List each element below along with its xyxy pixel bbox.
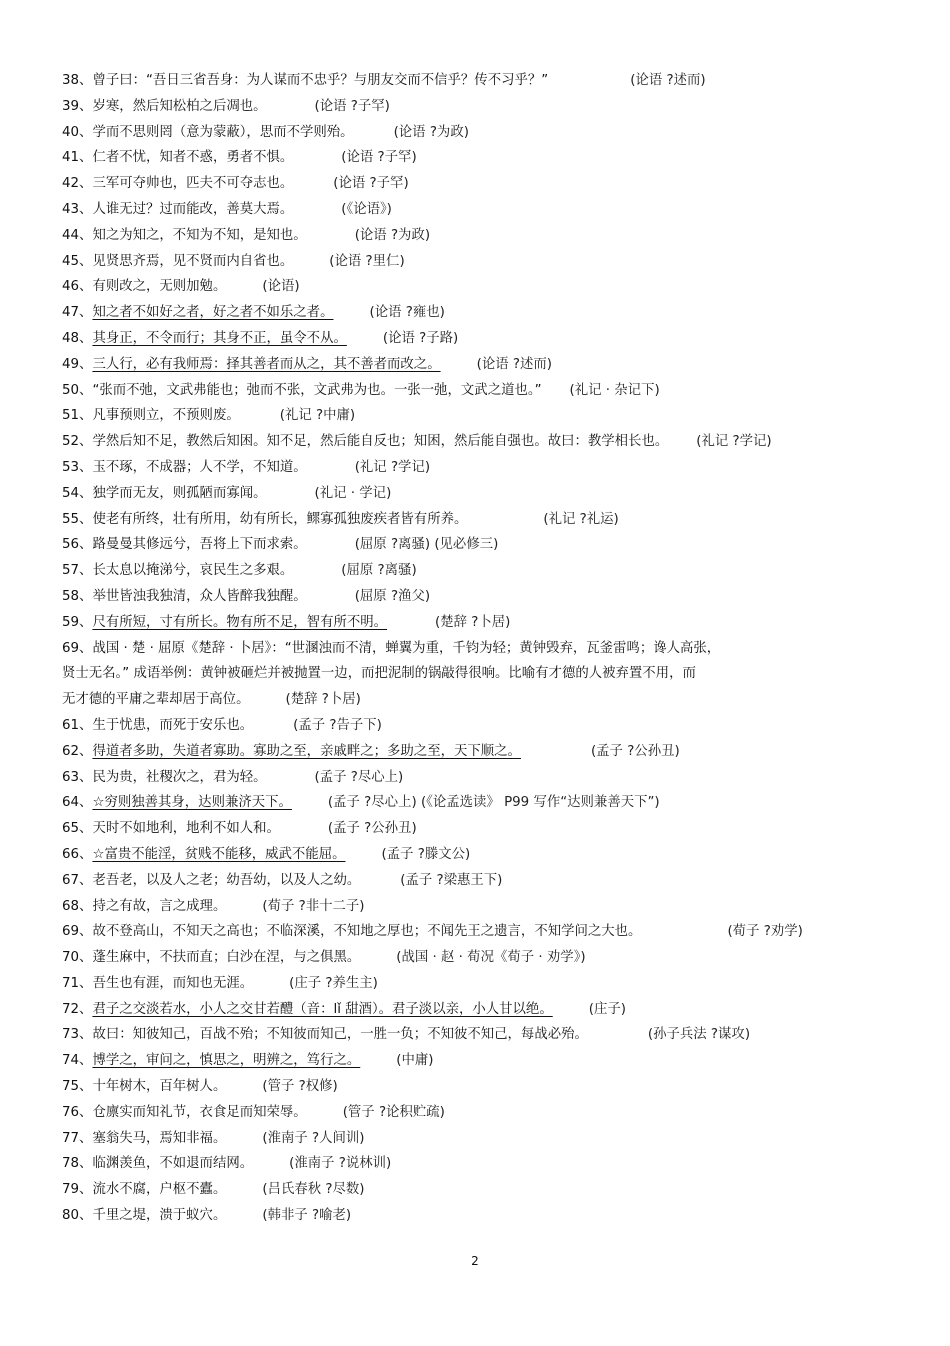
- list-item: [62, 790, 892, 816]
- quote-source: (孟子 ?尽心上) (《论孟选读》 P99 写作“达则兼善天下”): [327, 795, 660, 811]
- quote-text: 使老有所终，壮有所用，幼有所长，鳏寡孤独废疾者皆有所养。: [92, 511, 468, 527]
- quote-text: 学然后知不足，教然后知困。知不足，然后能自反也；知困，然后能自强也。故曰：教学相长也。: [92, 434, 669, 450]
- list-item: [62, 352, 892, 378]
- list-item: [62, 94, 892, 120]
- quote-source: (礼记 ?学记): [696, 434, 772, 450]
- item-number: 80、: [62, 1208, 93, 1224]
- item-number: 67、: [62, 872, 93, 888]
- item-number: 73、: [62, 1027, 93, 1043]
- quote-source: (战国 · 赵 · 荀况《荀子 · 劝学》): [396, 950, 586, 966]
- list-item: [62, 1177, 892, 1203]
- item-number: 42、: [62, 176, 93, 192]
- item-number: 63、: [62, 769, 93, 785]
- list-item: [62, 971, 892, 997]
- quote-source: (屈原 ?离骚): [341, 563, 417, 579]
- list-item: [62, 403, 892, 429]
- quote-text: 临渊羡鱼，不如退而结网。: [92, 1156, 254, 1172]
- quote-text: 战国 · 楚 · 屈原《楚辞 · 卜居》：“世溷浊而不清，蝉翼为重，千钧为轻；黄钟毁弃，瓦釜雷鸣；谗人高张，: [92, 640, 721, 656]
- list-item: [62, 1203, 892, 1229]
- item-number: 78、: [62, 1156, 93, 1172]
- quote-text: 博学之，审问之，慎思之，明辨之，笃行之。: [92, 1053, 361, 1069]
- list-item: [62, 429, 892, 455]
- quote-text: 千里之堤，溃于蚁穴。: [92, 1208, 227, 1224]
- list-item: [62, 894, 892, 920]
- list-item: [62, 713, 892, 739]
- quote-source: (论语 ?里仁): [329, 253, 405, 269]
- item-number: 58、: [62, 588, 93, 604]
- list-item: [62, 171, 892, 197]
- quote-source: (孟子 ?滕文公): [381, 846, 471, 862]
- list-item: [62, 739, 892, 765]
- list-item: [62, 945, 892, 971]
- quote-text: 知之为知之，不知为不知，是知也。: [92, 227, 307, 243]
- item-number: 47、: [62, 305, 93, 321]
- quote-text: 吾生也有涯，而知也无涯。: [92, 975, 254, 991]
- quote-source: (礼记 ?礼运): [543, 511, 619, 527]
- item-number: 75、: [62, 1079, 93, 1095]
- list-item: [62, 481, 892, 507]
- quote-text: 持之有故，言之成理。: [92, 898, 227, 914]
- quote-source: (论语 ?子罕): [314, 98, 390, 114]
- quote-source: (淮南子 ?人间训): [262, 1130, 365, 1146]
- list-item: [62, 1022, 892, 1048]
- quote-text: 三人行，必有我师焉：择其善者而从之，其不善者而改之。: [92, 356, 441, 372]
- quote-text: 仁者不忧，知者不惑，勇者不惧。: [92, 150, 294, 166]
- quote-source: (孟子 ?公孙丑): [327, 821, 417, 837]
- quote-source: (礼记 ?学记): [354, 459, 431, 475]
- item-number: 76、: [62, 1104, 93, 1120]
- item-number: 52、: [62, 434, 93, 450]
- quote-text: 路曼曼其修远兮，吾将上下而求索。: [92, 537, 307, 553]
- item-number: 54、: [62, 485, 93, 501]
- quote-text: 其身正，不令而行；其身不正，虽令不从。: [92, 330, 347, 346]
- quote-text: 见贤思齐焉，见不贤而内自省也。: [92, 253, 294, 269]
- item-number: 79、: [62, 1182, 93, 1198]
- item-number: 59、: [62, 614, 93, 630]
- item-number: 39、: [62, 98, 93, 114]
- quote-source: (荀子 ?劝学): [727, 924, 803, 940]
- list-item: [62, 455, 892, 481]
- item-number: 38、: [62, 73, 93, 88]
- list-item: [62, 223, 892, 249]
- quote-text: 长太息以掩涕兮，哀民生之多艰。: [92, 563, 294, 579]
- quote-text: 无才德的平庸之辈却居于高位。: [62, 692, 250, 708]
- quote-text: 故曰：知彼知己，百战不殆；不知彼而知己，一胜一负；不知彼不知己，每战必殆。: [92, 1027, 588, 1043]
- item-number: 56、: [62, 537, 93, 553]
- quote-source: (庄子): [588, 1001, 626, 1017]
- item-number: 72、: [62, 1001, 93, 1017]
- list-item: [62, 68, 892, 94]
- list-item: [62, 1074, 892, 1100]
- quote-source: (中庸): [396, 1053, 434, 1069]
- quote-text: 得道者多助，失道者寡助。寡助之至，亲戚畔之；多助之至，天下顺之。: [92, 743, 521, 759]
- quote-text: 君子之交淡若水，小人之交甘若醴（音：lǐ 甜酒）。君子淡以亲，小人甘以绝。: [92, 1001, 553, 1017]
- item-number: 64、: [62, 795, 93, 811]
- quote-text: 尺有所短，寸有所长。物有所不足，智有所不明。: [92, 614, 388, 630]
- quote-source: (庄子 ?养生主): [289, 975, 378, 991]
- quote-source: (屈原 ?离骚) (见必修三): [354, 537, 499, 553]
- quote-source: (孟子 ?梁惠王下): [400, 872, 503, 888]
- list-item: [62, 919, 892, 945]
- list-item: [62, 584, 892, 610]
- list-item: [62, 1100, 892, 1126]
- quote-text: 知之者不如好之者，好之者不如乐之者。: [92, 305, 334, 321]
- list-item: [62, 997, 892, 1023]
- list-item: [62, 532, 892, 558]
- item-number: 43、: [62, 201, 93, 217]
- quote-source: (楚辞 ?卜居): [435, 614, 511, 630]
- quote-text: 天时不如地利，地利不如人和。: [92, 821, 280, 837]
- list-item: [62, 765, 892, 791]
- item-number: 66、: [62, 846, 93, 862]
- quote-text: 学而不思则罔（意为蒙蔽），思而不学则殆。: [92, 124, 354, 140]
- quote-text: 岁寒，然后知松柏之后凋也。: [92, 98, 267, 114]
- quote-text: 故不登高山，不知天之高也；不临深溪，不知地之厚也；不闻先王之遗言，不知学问之大也。: [92, 924, 642, 940]
- quote-source: (屈原 ?渔父): [354, 588, 431, 604]
- quote-source: (论语 ?子路): [382, 330, 459, 346]
- quote-text: 有则改之，无则加勉。: [92, 279, 227, 295]
- item-number: 51、: [62, 408, 93, 424]
- quote-text: 玉不琢，不成器；人不学，不知道。: [92, 459, 307, 475]
- quote-text: 仓廪实而知礼节，衣食足而知荣辱。: [92, 1104, 307, 1120]
- list-item: [62, 1048, 892, 1074]
- item-number: 55、: [62, 511, 93, 527]
- quote-text: 塞翁失马，焉知非福。: [92, 1130, 227, 1146]
- item-number: 77、: [62, 1130, 93, 1146]
- quote-source: (管子 ?权修): [262, 1079, 338, 1095]
- item-number: 68、: [62, 898, 93, 914]
- list-item: [62, 842, 892, 868]
- list-item: [62, 326, 892, 352]
- quote-source: (论语 ?为政): [354, 227, 431, 243]
- list-item: [62, 868, 892, 894]
- quote-text: 老吾老，以及人之老；幼吾幼，以及人之幼。: [92, 872, 361, 888]
- quote-source: (论语 ?述而): [476, 356, 552, 372]
- quote-source: (礼记 · 学记): [314, 485, 392, 501]
- item-number: 71、: [62, 975, 93, 991]
- list-item: [62, 145, 892, 171]
- list-item: [62, 507, 892, 533]
- quote-source: (礼记 ?中庸): [279, 408, 356, 424]
- item-number: 62、: [62, 743, 93, 759]
- quote-text: ☆穷则独善其身，达则兼济天下。: [92, 795, 292, 811]
- list-item: [62, 1151, 892, 1177]
- list-item: [62, 1126, 892, 1152]
- quote-text: 人谁无过？过而能改，善莫大焉。: [92, 201, 294, 217]
- page-number: 2: [471, 1254, 479, 1268]
- list-item: [62, 120, 892, 146]
- list-item: [62, 274, 892, 300]
- quote-source: (论语 ?述而): [630, 73, 706, 88]
- item-number: 40、: [62, 124, 93, 140]
- quote-source: (韩非子 ?喻老): [262, 1208, 352, 1224]
- quote-source: (吕氏春秋 ?尽数): [262, 1182, 365, 1198]
- list-item: [62, 300, 892, 326]
- quote-source: (论语 ?为政): [393, 124, 469, 140]
- item-number: 41、: [62, 150, 93, 166]
- quote-source: (管子 ?论积贮疏): [342, 1104, 445, 1120]
- item-number: 49、: [62, 356, 93, 372]
- item-number: 74、: [62, 1053, 93, 1069]
- item-number: 46、: [62, 279, 93, 295]
- quote-source: (论语 ?雍也): [369, 305, 445, 321]
- quote-source: (论语 ?子罕): [333, 176, 409, 192]
- item-number: 70、: [62, 950, 93, 966]
- item-number: 50、: [62, 382, 93, 398]
- item-number: 69、: [62, 640, 93, 656]
- list-item: [62, 558, 892, 584]
- quote-source: (孟子 ?公孙丑): [590, 743, 680, 759]
- quote-text: ☆富贵不能淫，贫贱不能移，威武不能屈。: [92, 846, 346, 862]
- quote-text: 独学而无友，则孤陋而寡闻。: [92, 485, 267, 501]
- list-item: [62, 249, 892, 275]
- item-number: 48、: [62, 330, 93, 346]
- quote-text: “张而不弛，文武弗能也；弛而不张，文武弗为也。一张一弛，文武之道也。”: [92, 382, 542, 398]
- quote-source: (孟子 ?尽心上): [314, 769, 404, 785]
- quote-source: (论语 ?子罕): [341, 150, 417, 166]
- quote-text: 民为贵，社稷次之，君为轻。: [92, 769, 267, 785]
- quote-text: 曾子曰：“吾日三省吾身：为人谋而不忠乎？与朋友交而不信乎？传不习乎？”: [92, 73, 549, 88]
- quote-source: (孟子 ?告子下): [293, 717, 382, 733]
- quote-source: (孙子兵法 ?谋攻): [647, 1027, 751, 1043]
- item-number: 69、: [62, 924, 93, 940]
- quote-text: 举世皆浊我独清，众人皆醉我独醒。: [92, 588, 307, 604]
- item-number: 65、: [62, 821, 93, 837]
- quote-text: 十年树木，百年树人。: [92, 1079, 227, 1095]
- quote-text: 流水不腐，户枢不蠹。: [92, 1182, 227, 1198]
- list-item: [62, 816, 892, 842]
- quote-source: (礼记 · 杂记下): [569, 382, 660, 398]
- item-number: 61、: [62, 717, 93, 733]
- quote-text: 蓬生麻中，不扶而直；白沙在涅，与之俱黑。: [92, 950, 361, 966]
- list-item: [62, 378, 892, 404]
- item-number: 44、: [62, 227, 93, 243]
- list-item: [62, 197, 892, 223]
- quote-list: [0, 68, 950, 1229]
- quote-text: 贤士无名。” 成语举例：黄钟被砸烂并被抛置一边，而把泥制的锅敲得很响。比喻有才德的人被弃置不用，而: [62, 666, 696, 682]
- item-number: 45、: [62, 253, 93, 269]
- quote-source: (楚辞 ?卜居): [285, 692, 361, 708]
- list-item-continued: [62, 661, 892, 687]
- quote-source: (荀子 ?非十二子): [262, 898, 365, 914]
- list-item-continued: [62, 687, 892, 713]
- quote-source: (淮南子 ?说林训): [289, 1156, 392, 1172]
- list-item: [62, 636, 892, 662]
- quote-text: 凡事预则立，不预则废。: [92, 408, 240, 424]
- quote-source: (论语): [262, 279, 300, 295]
- item-number: 53、: [62, 459, 93, 475]
- item-number: 57、: [62, 563, 93, 579]
- quote-text: 三军可夺帅也，匹夫不可夺志也。: [92, 176, 294, 192]
- quote-source: (《论语》): [341, 201, 392, 217]
- quote-text: 生于忧患，而死于安乐也。: [92, 717, 254, 733]
- list-item: [62, 610, 892, 636]
